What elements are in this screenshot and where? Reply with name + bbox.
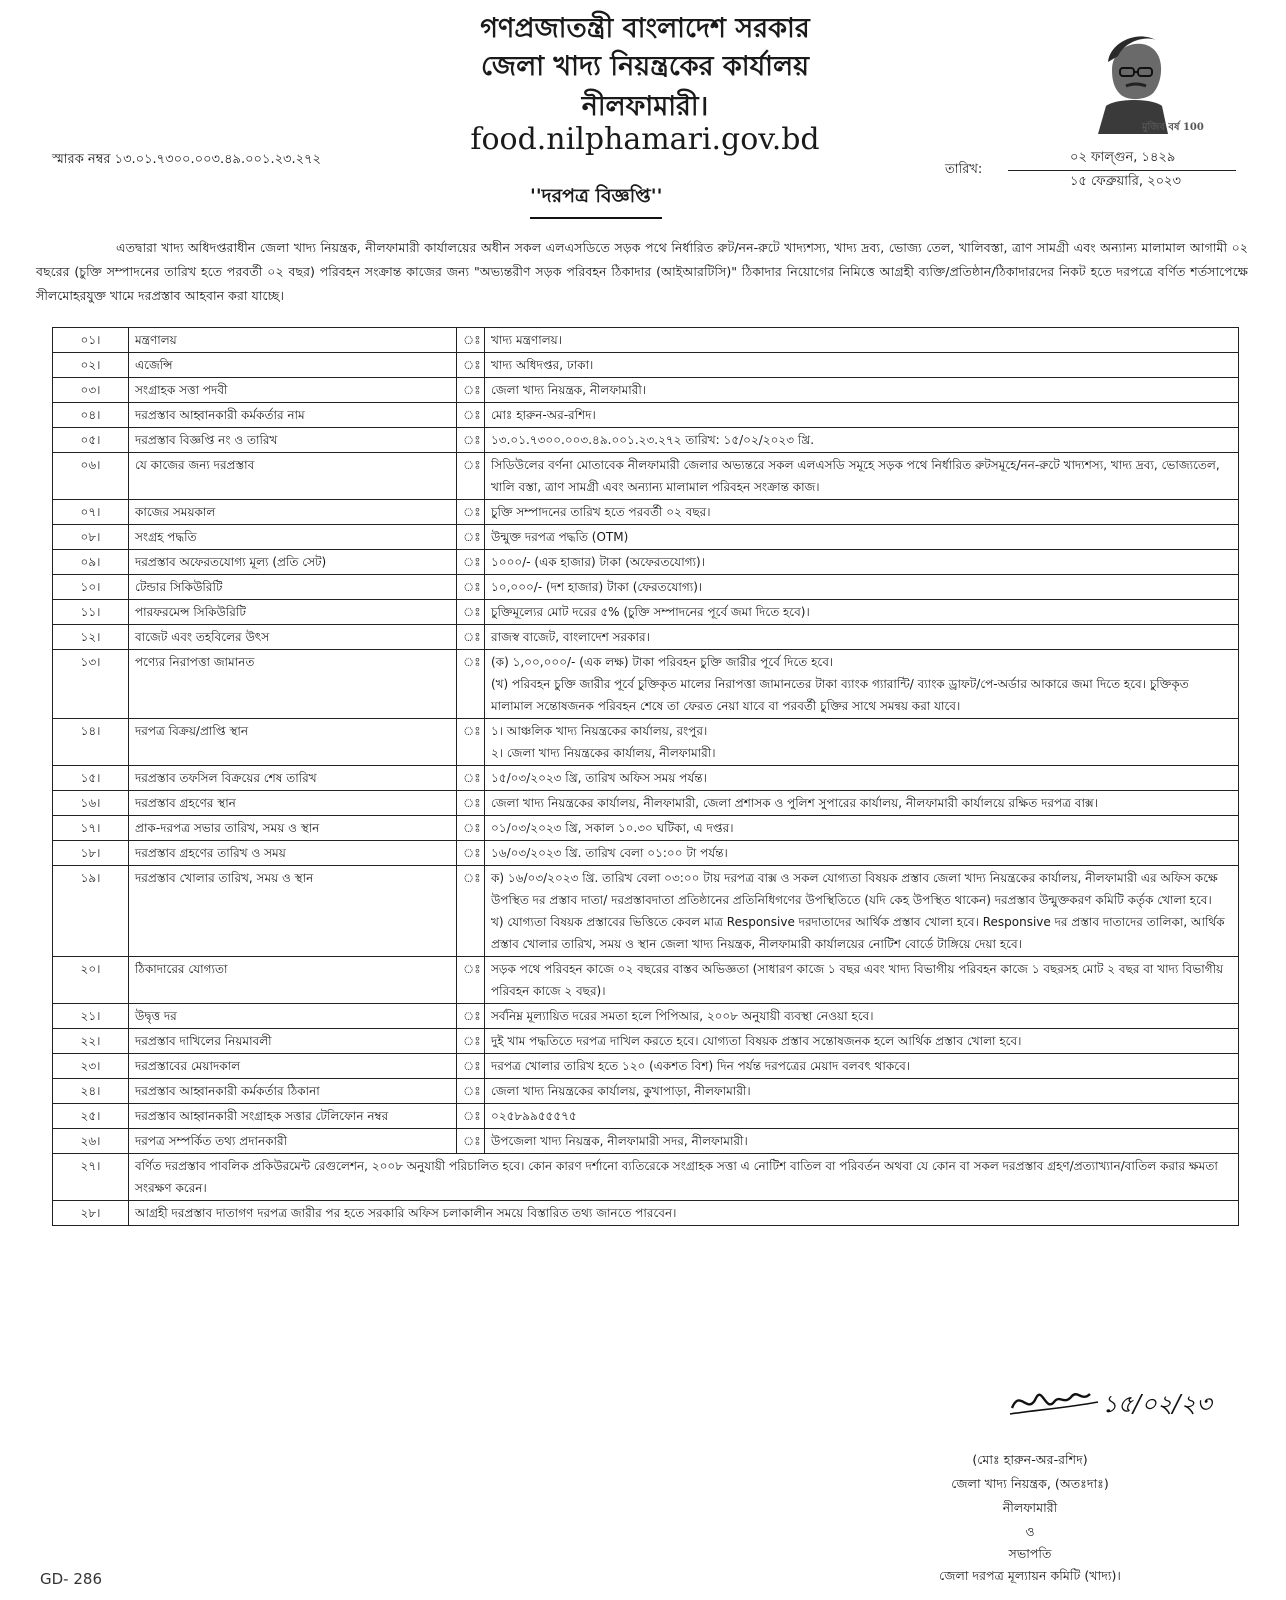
signatory-designation: জেলা খাদ্য নিয়ন্ত্রক, (অতঃদাঃ) bbox=[951, 1476, 1109, 1491]
row-value: দুই খাম পদ্ধতিতে দরপত্র দাখিল করতে হবে। যোগ্যতা বিষয়ক প্রস্তাব সন্তোষজনক হলে আর্থিক প্রস্তাব খোলা হবে। bbox=[485, 1029, 1239, 1054]
row-value: ক) ১৬/০৩/২০২৩ খ্রি. তারিখ বেলা ০৩:০০ টায় দরপত্র বাক্স ও সকল যোগ্যতা বিষয়ক প্রস্তাব জেলা খাদ্য নিয়ন্ত্রকের কার্যালয়, নীলফামারী এর অফিস কক্ষে উপস্থিত দর প্রস্তাব দাতা/ দরপ্রস্তাবদাতা প্রতিষ্ঠানের প্রতিনিধিগণের উপস্থিতিতে (যদি কেহ উপস্থিত থাকেন) দরপ্রস্তাব উন্মুক্তকরণ কমিটি কর্তৃক খোলা হবে। খ) যোগ্যতা বিষয়ক প্রস্তাবের ভিত্তিতে কেবল মাত্র Responsive দরদাতাদের আর্থিক প্রস্তাব খোলা হবে। Responsive দর প্রস্তাব দাতাদের তালিকা, আর্থিক প্রস্তাব খোলার তারিখ, সময় ও স্থান জেলা খাদ্য নিয়ন্ত্রক, নীলফামারী কার্যালয়ের নোটিশ বোর্ডে টাঙ্গিয়ে দেয়া হবে। bbox=[485, 866, 1239, 957]
table-row bbox=[53, 1054, 1239, 1079]
table-row bbox=[53, 550, 1239, 575]
row-label: দরপত্র সম্পর্কিত তথ্য প্রদানকারী bbox=[129, 1129, 457, 1154]
table-row bbox=[53, 650, 1239, 719]
row-colon: ঃ bbox=[457, 1129, 485, 1154]
table-row bbox=[53, 403, 1239, 428]
date-label: তারিখ: bbox=[945, 162, 983, 177]
row-serial: ১১। bbox=[53, 600, 129, 625]
row-label: দরপ্রস্তাব গ্রহণের স্থান bbox=[129, 791, 457, 816]
row-label: দরপ্রস্তাব গ্রহণের তারিখ ও সময় bbox=[129, 841, 457, 866]
mujib-borsho-logo bbox=[1082, 22, 1204, 134]
row-colon: ঃ bbox=[457, 403, 485, 428]
row-colon: ঃ bbox=[457, 766, 485, 791]
row-value: (ক) ১,০০,০০০/- (এক লক্ষ) টাকা পরিবহন চুক্তি জারীর পূর্বে দিতে হবে। (খ) পরিবহন চুক্তি জারীর পূর্বে চুক্তিকৃত মালের নিরাপত্তা জামানতের টাকা ব্যাংক গ্যারান্টি/ ব্যাংক ড্রাফট/পে-অর্ডার আকারে জমা দিতে হবে। চুক্তিকৃত মালামাল সন্তোষজনক পরিবহন শেষে তা ফেরত নেয়া যাবে বা পরবর্তী চুক্তির সাথে সমন্বয় করা যাবে। bbox=[485, 650, 1239, 719]
row-note: আগ্রহী দরপ্রস্তাব দাতাগণ দরপত্র জারীর পর হতে সরকারি অফিস চলাকালীন সময়ে বিস্তারিত তথ্য জানতে পারবেন। bbox=[129, 1201, 1239, 1226]
row-value: ১০০০/- (এক হাজার) টাকা (অফেরতযোগ্য)। bbox=[485, 550, 1239, 575]
row-serial: ২২। bbox=[53, 1029, 129, 1054]
row-label: উদ্বৃত্ত দর bbox=[129, 1004, 457, 1029]
row-serial: ২৪। bbox=[53, 1079, 129, 1104]
government-title: গণপ্রজাতন্ত্রী বাংলাদেশ সরকার bbox=[480, 13, 810, 44]
row-colon: ঃ bbox=[457, 841, 485, 866]
row-value: মোঃ হারুন-অর-রশিদ। bbox=[485, 403, 1239, 428]
row-value: ১। আঞ্চলিক খাদ্য নিয়ন্ত্রকের কার্যালয়, রংপুর। ২। জেলা খাদ্য নিয়ন্ত্রকের কার্যালয়, নীলফামারী। bbox=[485, 719, 1239, 766]
row-label: এজেন্সি bbox=[129, 353, 457, 378]
row-colon: ঃ bbox=[457, 719, 485, 766]
row-serial: ০৪। bbox=[53, 403, 129, 428]
tender-details-table bbox=[52, 327, 1239, 1226]
row-label: দরপ্রস্তাব আহ্বানকারী সংগ্রাহক সত্তার টেলিফোন নম্বর bbox=[129, 1104, 457, 1129]
row-colon: ঃ bbox=[457, 575, 485, 600]
table-row bbox=[53, 500, 1239, 525]
memo-number: স্মারক নম্বর ১৩.০১.৭৩০০.০০৩.৪৯.০০১.২৩.২৭২ bbox=[52, 152, 321, 167]
row-label: পারফরমেন্স সিকিউরিটি bbox=[129, 600, 457, 625]
row-serial: ১৫। bbox=[53, 766, 129, 791]
signature bbox=[1006, 1368, 1212, 1438]
date-gregorian: ১৫ ফেব্রুয়ারি, ২০২৩ bbox=[1070, 174, 1181, 189]
row-colon: ঃ bbox=[457, 600, 485, 625]
table-row bbox=[53, 791, 1239, 816]
row-value: ১৩.০১.৭৩০০.০০৩.৪৯.০০১.২৩.২৭২ তারিখ: ১৫/০২/২০২৩ খ্রি. bbox=[485, 428, 1239, 453]
row-label: বাজেট এবং তহবিলের উৎস bbox=[129, 625, 457, 650]
row-label: প্রাক-দরপত্র সভার তারিখ, সময় ও স্থান bbox=[129, 816, 457, 841]
table-row bbox=[53, 453, 1239, 500]
row-colon: ঃ bbox=[457, 378, 485, 403]
row-serial: ১৩। bbox=[53, 650, 129, 719]
row-value: ১৫/০৩/২০২৩ খ্রি, তারিখ অফিস সময় পর্যন্ত। bbox=[485, 766, 1239, 791]
row-label: দরপ্রস্তাব দাখিলের নিয়মাবলী bbox=[129, 1029, 457, 1054]
row-label: টেন্ডার সিকিউরিটি bbox=[129, 575, 457, 600]
row-serial: ০৭। bbox=[53, 500, 129, 525]
row-serial: ২৬। bbox=[53, 1129, 129, 1154]
row-note: বর্ণিত দরপ্রস্তাব পাবলিক প্রকিউরমেন্ট রেগুলেশন, ২০০৮ অনুযায়ী পরিচালিত হবে। কোন কারণ দর্শানো ব্যতিরেকে সংগ্রাহক সত্তা এ নোটিশ বাতিল বা পরিবর্তন অথবা যে কোন বা সকল দরপ্রস্তাব গ্রহণ/প্রত্যাখ্যান/বাতিল করার ক্ষমতা সংরক্ষণ করেন। bbox=[129, 1154, 1239, 1201]
row-label: সংগ্রহ পদ্ধতি bbox=[129, 525, 457, 550]
row-value: সর্বনিম্ন মূল্যায়িত দরের সমতা হলে পিপিআর, ২০০৮ অনুযায়ী ব্যবস্থা নেওয়া হবে। bbox=[485, 1004, 1239, 1029]
row-colon: ঃ bbox=[457, 525, 485, 550]
row-serial: ২৮। bbox=[53, 1201, 129, 1226]
row-value: রাজস্ব বাজেট, বাংলাদেশ সরকার। bbox=[485, 625, 1239, 650]
row-value: সড়ক পথে পরিবহন কাজে ০২ বছরের বাস্তব অভিজ্ঞতা (সাধারণ কাজে ১ বছর এবং খাদ্য বিভাগীয় পরিবহন কাজে ১ বছরসহ মোট ২ বছর বা খাদ্য বিভাগীয় পরিবহন কাজে ২ বছর)। bbox=[485, 957, 1239, 1004]
tender-details-body bbox=[53, 328, 1239, 1226]
row-serial: ২৩। bbox=[53, 1054, 129, 1079]
row-value: খাদ্য অধিদপ্তর, ঢাকা। bbox=[485, 353, 1239, 378]
row-serial: ০৬। bbox=[53, 453, 129, 500]
row-serial: ০৩। bbox=[53, 378, 129, 403]
row-label: দরপ্রস্তাব অফেরতযোগ্য মূল্য (প্রতি সেট) bbox=[129, 550, 457, 575]
row-colon: ঃ bbox=[457, 500, 485, 525]
row-colon: ঃ bbox=[457, 428, 485, 453]
signatory-conjunction: ও bbox=[1025, 1524, 1035, 1539]
table-row bbox=[53, 1029, 1239, 1054]
row-label: দরপ্রস্তাব খোলার তারিখ, সময় ও স্থান bbox=[129, 866, 457, 957]
row-label: দরপত্র বিক্রয়/প্রাপ্তি স্থান bbox=[129, 719, 457, 766]
row-value: ১৬/০৩/২০২৩ খ্রি. তারিখ বেলা ০১:০০ টা পর্যন্ত। bbox=[485, 841, 1239, 866]
table-row bbox=[53, 378, 1239, 403]
row-label: কাজের সময়কাল bbox=[129, 500, 457, 525]
table-row bbox=[53, 575, 1239, 600]
row-colon: ঃ bbox=[457, 625, 485, 650]
table-row bbox=[53, 328, 1239, 353]
table-row bbox=[53, 1154, 1239, 1201]
table-row bbox=[53, 841, 1239, 866]
date-divider bbox=[1008, 170, 1236, 171]
office-title: জেলা খাদ্য নিয়ন্ত্রকের কার্যালয় bbox=[480, 51, 810, 82]
row-label: দরপ্রস্তাবের মেয়াদকাল bbox=[129, 1054, 457, 1079]
row-colon: ঃ bbox=[457, 650, 485, 719]
row-label: দরপ্রস্তাব বিজ্ঞপ্তি নং ও তারিখ bbox=[129, 428, 457, 453]
row-value: খাদ্য মন্ত্রণালয়। bbox=[485, 328, 1239, 353]
row-label: দরপ্রস্তাব আহ্বানকারী কর্মকর্তার নাম bbox=[129, 403, 457, 428]
row-serial: ০৮। bbox=[53, 525, 129, 550]
table-row bbox=[53, 719, 1239, 766]
table-row bbox=[53, 1004, 1239, 1029]
row-value: জেলা খাদ্য নিয়ন্ত্রকের কার্যালয়, কুখাপাড়া, নীলফামারী। bbox=[485, 1079, 1239, 1104]
table-row bbox=[53, 1104, 1239, 1129]
signatory-committee: জেলা দরপত্র মূল্যায়ন কমিটি (খাদ্য)। bbox=[939, 1568, 1121, 1583]
signature-date: ১৫/০২/২৩ bbox=[1102, 1390, 1212, 1418]
row-value: ০১/০৩/২০২৩ খ্রি, সকাল ১০.৩০ ঘটিকা, এ দপ্তর। bbox=[485, 816, 1239, 841]
table-row bbox=[53, 766, 1239, 791]
row-colon: ঃ bbox=[457, 328, 485, 353]
logo-text: মুজিব বর্ষ 100 bbox=[1142, 122, 1204, 133]
row-colon: ঃ bbox=[457, 866, 485, 957]
table-row bbox=[53, 1079, 1239, 1104]
row-serial: ১৯। bbox=[53, 866, 129, 957]
row-colon: ঃ bbox=[457, 1104, 485, 1129]
row-serial: ২৭। bbox=[53, 1154, 129, 1201]
date-bangla: ০২ ফাল্গুন, ১৪২৯ bbox=[1070, 150, 1176, 165]
row-value: চুক্তিমূল্যের মোট দরের ৫% (চুক্তি সম্পাদনের পূর্বে জমা দিতে হবে)। bbox=[485, 600, 1239, 625]
row-value: ০২৫৮৯৯৫৫৫৭৫ bbox=[485, 1104, 1239, 1129]
row-serial: ০২। bbox=[53, 353, 129, 378]
row-value: জেলা খাদ্য নিয়ন্ত্রক, নীলফামারী। bbox=[485, 378, 1239, 403]
row-colon: ঃ bbox=[457, 957, 485, 1004]
row-serial: ১৭। bbox=[53, 816, 129, 841]
signatory-name: (মোঃ হারুন-অর-রশিদ) bbox=[972, 1452, 1088, 1467]
table-row bbox=[53, 625, 1239, 650]
row-serial: ১২। bbox=[53, 625, 129, 650]
row-value: ১০,০০০/- (দশ হাজার) টাকা (ফেরতযোগ্য)। bbox=[485, 575, 1239, 600]
row-value: উন্মুক্ত দরপত্র পদ্ধতি (OTM) bbox=[485, 525, 1239, 550]
row-colon: ঃ bbox=[457, 816, 485, 841]
row-serial: ২১। bbox=[53, 1004, 129, 1029]
portrait-icon bbox=[1098, 36, 1168, 134]
row-value: চুক্তি সম্পাদনের তারিখ হতে পরবর্তী ০২ বছর। bbox=[485, 500, 1239, 525]
intro-paragraph: এতদ্বারা খাদ্য অধিদপ্তরাধীন জেলা খাদ্য নিয়ন্ত্রক, নীলফামারী কার্যালয়ের অধীন সকল এলএসডিতে সড়ক পথে নির্ধারিত রুট/নন-রুটে খাদ্যশস্য, খাদ্য দ্রব্য, ভোজ্য তেল, খালিবস্তা, ত্রাণ সামগ্রী এবং অন্যান্য মালামাল আগামী ০২ বছরের (চুক্তি সম্পাদনের তারিখ হতে পরবর্তী ০২ বছর) পরিবহন সংক্রান্ত কাজের জন্য "অভ্যন্তরীণ সড়ক পরিবহন ঠিকাদার (আইআরটিসি)" ঠিকাদার নিয়োগের নিমিত্তে আগ্রহী ব্যক্তি/প্রতিষ্ঠান/ঠিকাদারদের নিকট হতে দরপত্রে বর্ণিত শর্তসাপেক্ষে সীলমোহরযুক্ত খামে দরপ্রস্তাব আহবান করা যাচ্ছে। bbox=[36, 240, 1248, 303]
row-label: মন্ত্রণালয় bbox=[129, 328, 457, 353]
row-label: সংগ্রাহক সত্তা পদবী bbox=[129, 378, 457, 403]
notice-title: ''দরপত্র বিজ্ঞপ্তি'' bbox=[530, 182, 662, 219]
row-serial: ২৫। bbox=[53, 1104, 129, 1129]
signatory-role: সভাপতি bbox=[1008, 1546, 1052, 1561]
district-title: নীলফামারী। bbox=[581, 91, 709, 122]
table-row bbox=[53, 957, 1239, 1004]
row-label: পণ্যের নিরাপত্তা জামানত bbox=[129, 650, 457, 719]
row-colon: ঃ bbox=[457, 791, 485, 816]
row-value: উপজেলা খাদ্য নিয়ন্ত্রক, নীলফামারী সদর, নীলফামারী। bbox=[485, 1129, 1239, 1154]
row-serial: ১৮। bbox=[53, 841, 129, 866]
row-colon: ঃ bbox=[457, 1054, 485, 1079]
row-serial: ২০। bbox=[53, 957, 129, 1004]
table-row bbox=[53, 428, 1239, 453]
row-label: যে কাজের জন্য দরপ্রস্তাব bbox=[129, 453, 457, 500]
website-url: food.nilphamari.gov.bd bbox=[470, 122, 820, 157]
signatory-district: নীলফামারী bbox=[1002, 1500, 1058, 1515]
form-code: GD- 286 bbox=[40, 1570, 102, 1588]
table-row bbox=[53, 866, 1239, 957]
row-serial: ০১। bbox=[53, 328, 129, 353]
table-row bbox=[53, 816, 1239, 841]
row-colon: ঃ bbox=[457, 550, 485, 575]
row-serial: ১৬। bbox=[53, 791, 129, 816]
row-label: দরপ্রস্তাব আহ্বানকারী কর্মকর্তার ঠিকানা bbox=[129, 1079, 457, 1104]
row-colon: ঃ bbox=[457, 353, 485, 378]
row-serial: ১৪। bbox=[53, 719, 129, 766]
table-row bbox=[53, 1201, 1239, 1226]
row-label: দরপ্রস্তাব তফসিল বিক্রয়ের শেষ তারিখ bbox=[129, 766, 457, 791]
table-row bbox=[53, 1129, 1239, 1154]
row-colon: ঃ bbox=[457, 453, 485, 500]
row-colon: ঃ bbox=[457, 1079, 485, 1104]
row-serial: ০৯। bbox=[53, 550, 129, 575]
row-colon: ঃ bbox=[457, 1004, 485, 1029]
row-label: ঠিকাদারের যোগ্যতা bbox=[129, 957, 457, 1004]
table-row bbox=[53, 525, 1239, 550]
row-value: দরপত্র খোলার তারিখ হতে ১২০ (একশত বিশ) দিন পর্যন্ত দরপত্রের মেয়াদ বলবৎ থাকবে। bbox=[485, 1054, 1239, 1079]
row-serial: ০৫। bbox=[53, 428, 129, 453]
row-serial: ১০। bbox=[53, 575, 129, 600]
row-value: সিডিউলের বর্ণনা মোতাবেক নীলফামারী জেলার অভ্যন্তরে সকল এলএসডি সমূহে সড়ক পথে নির্ধারিত রুটসমূহে/নন-রুটে খাদ্যশস্য, খাদ্য দ্রব্য, ভোজ্যতেল, খালি বস্তা, ত্রাণ সামগ্রী এবং অন্যান্য মালামাল পরিবহন সংক্রান্ত কাজ। bbox=[485, 453, 1239, 500]
table-row bbox=[53, 600, 1239, 625]
row-value: জেলা খাদ্য নিয়ন্ত্রকের কার্যালয়, নীলফামারী, জেলা প্রশাসক ও পুলিশ সুপারের কার্যালয়, নীলফামারী কার্যালয়ে রক্ষিত দরপত্র বাক্স। bbox=[485, 791, 1239, 816]
table-row bbox=[53, 353, 1239, 378]
row-colon: ঃ bbox=[457, 1029, 485, 1054]
